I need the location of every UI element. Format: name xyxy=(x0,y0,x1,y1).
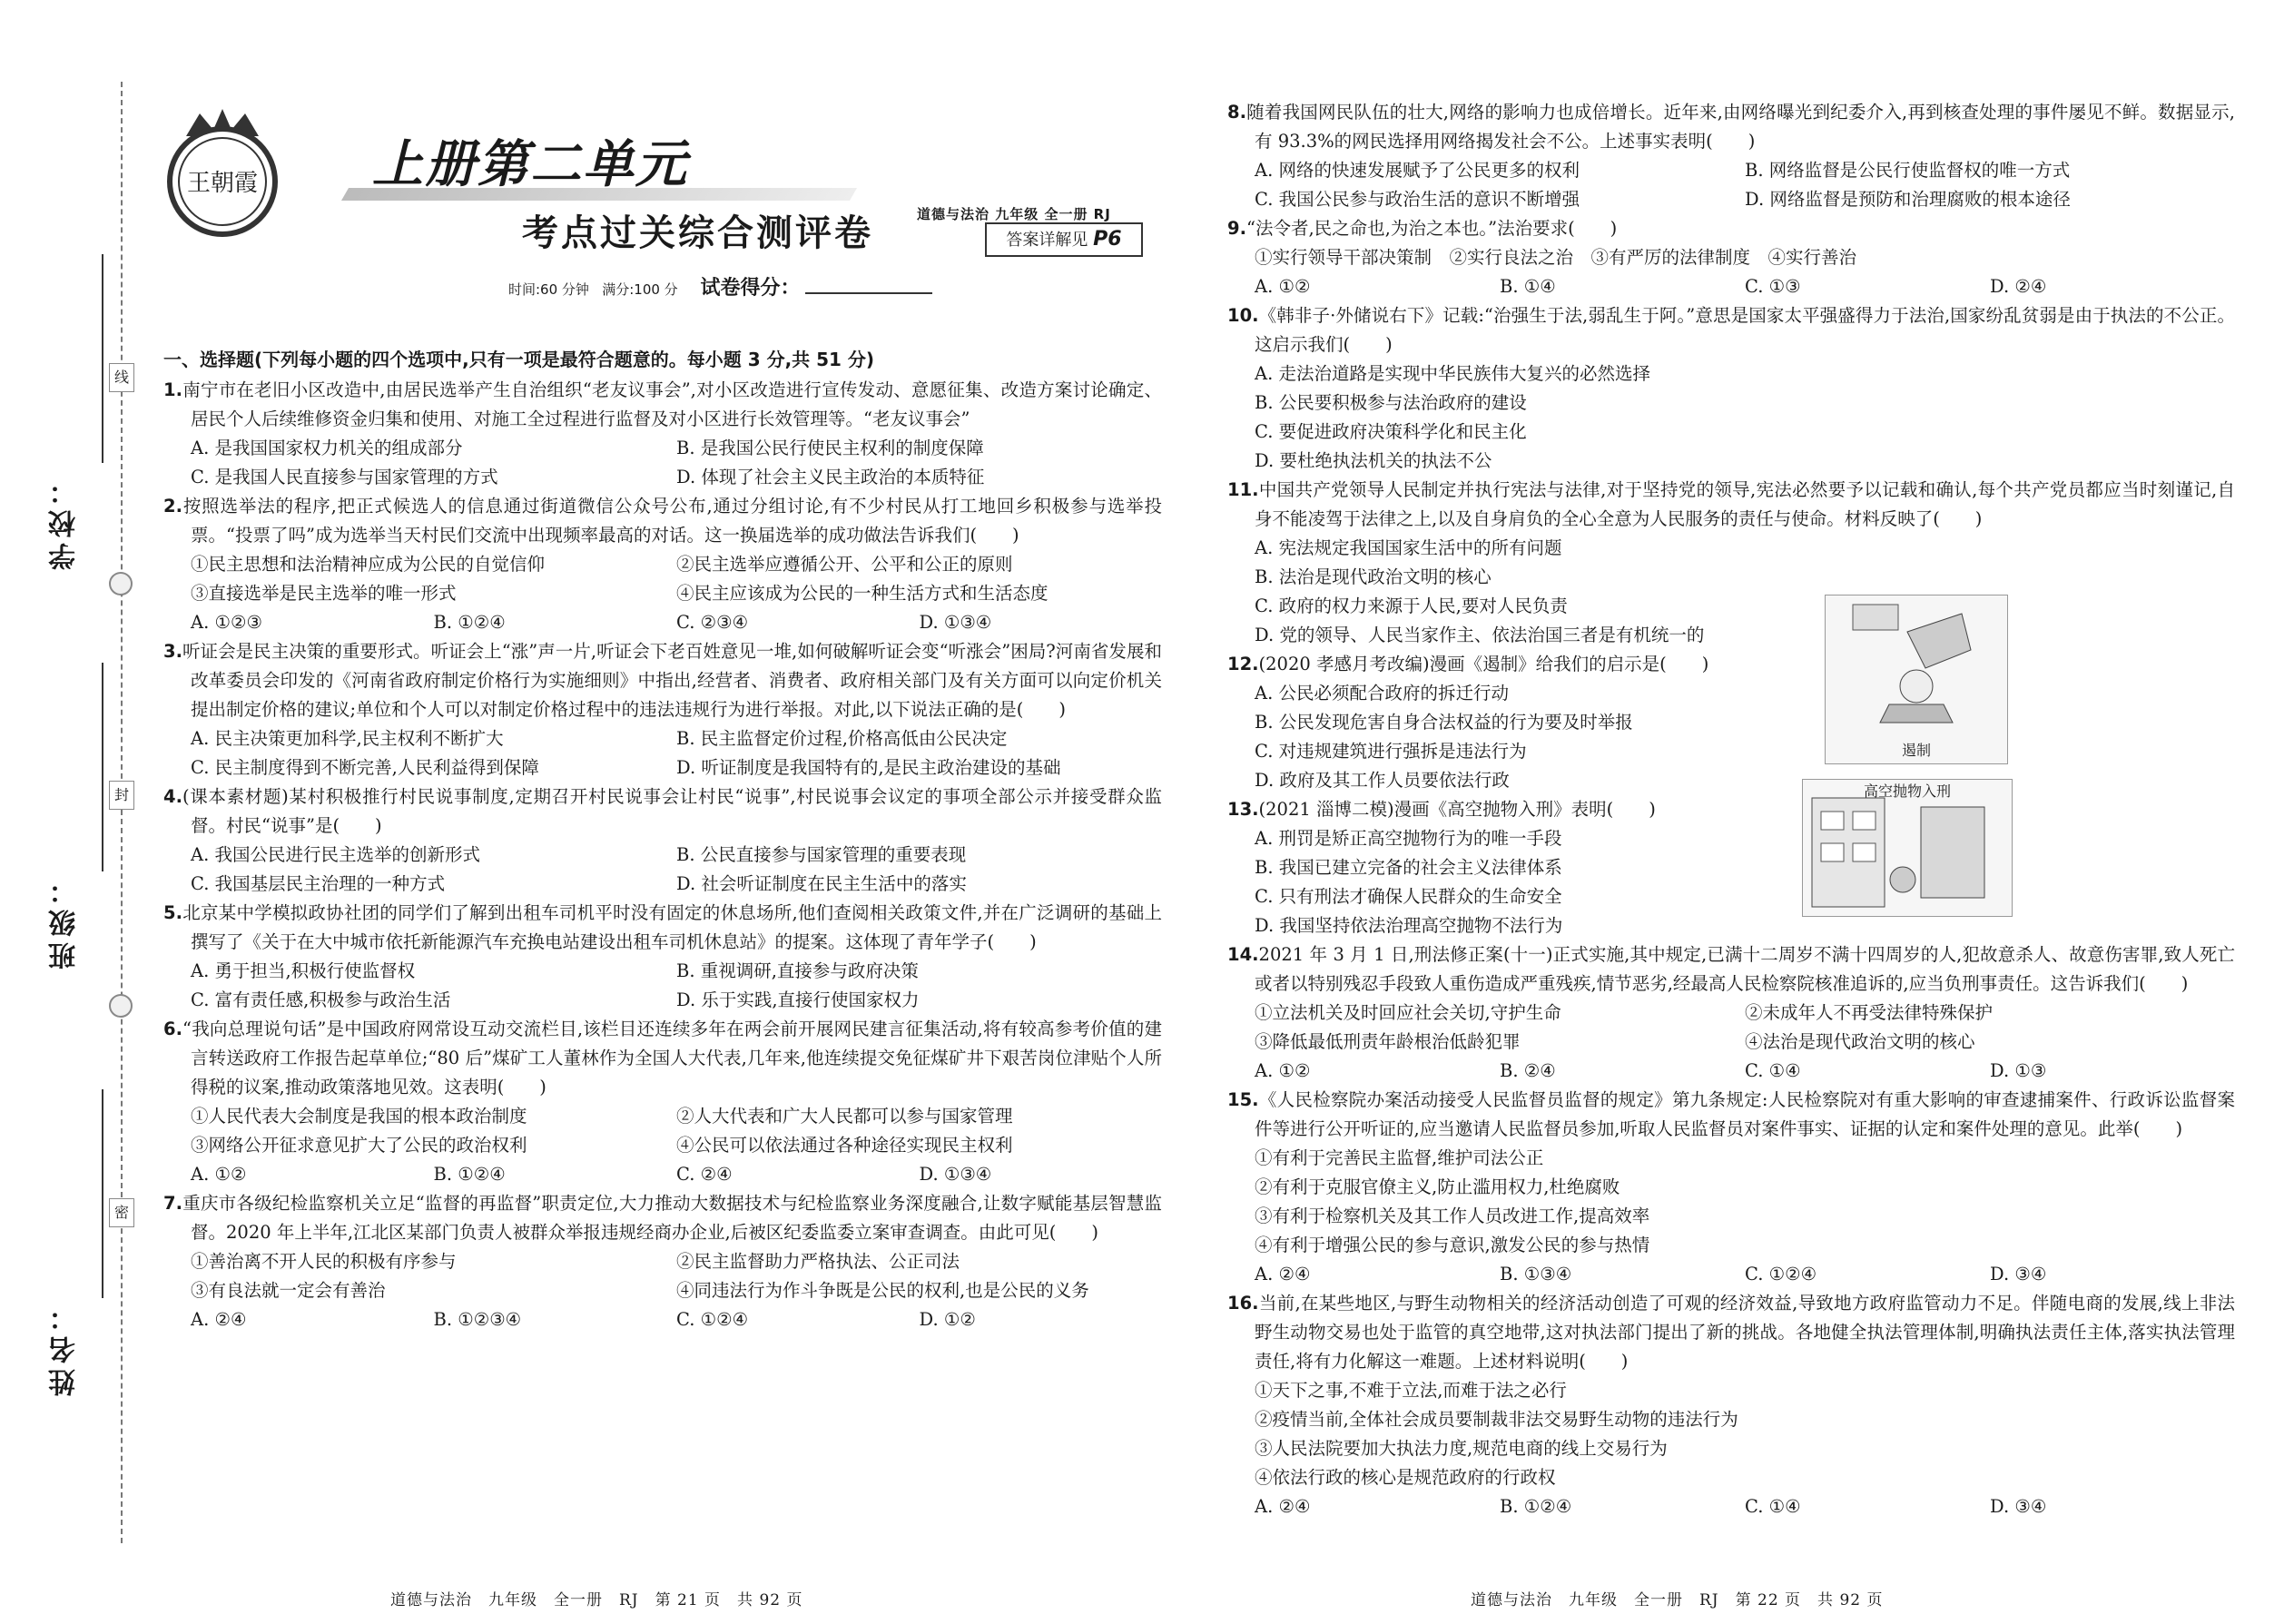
option: A. 公民必须配合政府的拆迁行动 xyxy=(1255,683,1509,704)
question-stem: “我向总理说句话”是中国政府网常设互动交流栏目,该栏目还连续多年在两会前开展网民建言征集活动,将有较高参考价值的建言转送政府工作报告起草单位;“80 后”煤矿工人董林作为全国人大代表,几年来,他连续提交免征煤矿井下艰苦岗位津贴个人所得税的议案,推动政策落地见效。这表明( ) xyxy=(182,1019,1162,1097)
option: A. ①② xyxy=(1255,276,1311,297)
question-3 xyxy=(163,637,1162,782)
option: C. 我国基层民主治理的一种方式 xyxy=(191,873,446,894)
question-10 xyxy=(1227,301,2235,476)
page-footer-left: 道德与法治 九年级 全一册 RJ 第 21 页 共 92 页 xyxy=(390,1591,803,1609)
cartoon-figure-13 xyxy=(1802,779,2013,917)
option: D. ③④ xyxy=(1990,1264,2047,1284)
question-number: 12. xyxy=(1227,654,1259,674)
option: B. 我国已建立完备的社会主义法律体系 xyxy=(1255,857,1562,878)
binding-hole xyxy=(109,572,133,595)
option: A. ②④ xyxy=(1255,1496,1311,1517)
school-label: 学校： xyxy=(49,472,81,570)
question-number: 3. xyxy=(163,641,182,662)
statement-item: ④公民可以依法通过各种途径实现民主权利 xyxy=(676,1135,1013,1156)
statement-item: ①人民代表大会制度是我国的根本政治制度 xyxy=(191,1106,527,1127)
question-stem: 当前,在某些地区,与野生动物相关的经济活动创造了可观的经济效益,导致地方政府监管动力不足。伴随电商的发展,线上非法野生动物交易也处于监管的真空地带,这对执法部门提出了新的挑战。各地健全执法管理体制,明确执法责任主体,落实执法管理责任,将有力化解这一难题。上述材料说明( ) xyxy=(1255,1293,2235,1372)
exam-full-score: 满分:100 分 xyxy=(602,281,678,298)
option: B. ①②③④ xyxy=(433,1309,522,1330)
option: D. 党的领导、人民当家作主、依法治国三者是有机统一的 xyxy=(1255,625,1705,645)
publisher-logo xyxy=(163,104,281,241)
question-number: 11. xyxy=(1227,479,1259,500)
option: C. 要促进政府决策科学化和民主化 xyxy=(1255,421,1527,442)
question-number: 4. xyxy=(163,786,182,807)
question-stem: 听证会是民主决策的重要形式。听证会上“涨”声一片,听证会下老百姓意见一堆,如何破解听证会变“听涨会”困局?河南省发展和改革委员会印发的《河南省政府制定价格行为实施细则》中指出,经营者、消费者、政府相关部门及有关方面可以向定价机关提出制定价格的建议;单位和个人可以对制定价格过程中的违法违规行为进行举报。对此,以下说法正确的是( ) xyxy=(182,641,1162,720)
statement-item: ②民主监督助力严格执法、公正司法 xyxy=(676,1251,960,1272)
option: A. 走法治道路是实现中华民族伟大复兴的必然选择 xyxy=(1255,363,1650,384)
question-stem: “法令者,民之命也,为治之本也。”法治要求( ) xyxy=(1245,218,1618,239)
question-number: 6. xyxy=(163,1019,182,1039)
question-15 xyxy=(1227,1086,2235,1289)
option: B. ①②④ xyxy=(433,612,506,633)
question-number: 8. xyxy=(1227,102,1246,123)
question-stem: (2020 孝感月考改编)漫画《遏制》给我们的启示是( ) xyxy=(1258,654,1709,674)
statement-item: ②民主选举应遵循公开、公平和公正的原则 xyxy=(676,554,1013,575)
question-8 xyxy=(1227,98,2235,214)
option: D. ②④ xyxy=(1990,276,2047,297)
subject-tag: 道德与法治 九年级 全一册 RJ xyxy=(917,206,1111,222)
score-blank xyxy=(805,292,932,294)
option: B. ②④ xyxy=(1500,1060,1556,1081)
question-stem: 随着我国网民队伍的壮大,网络的影响力也成倍增长。近年来,由网络曝光到纪委介入,再到核查处理的事件屡见不鲜。数据显示,有 93.3%的网民选择用网络揭发社会不公。上述事实表明( ) xyxy=(1245,102,2235,152)
question-number: 13. xyxy=(1227,799,1259,820)
option: D. ①③④ xyxy=(919,612,992,633)
option: B. 法治是现代政治文明的核心 xyxy=(1255,566,1492,587)
option: B. 网络监督是公民行使监督权的唯一方式 xyxy=(1745,160,2071,181)
question-stem: 重庆市各级纪检监察机关立足“监督的再监督”职责定位,大力推动大数据技术与纪检监察业务深度融合,让数字赋能基层智慧监督。2020 年上半年,江北区某部门负责人被群众举报违规经商办企业,后被区纪委监委立案审查调查。由此可见( ) xyxy=(182,1193,1162,1243)
option: D. ①② xyxy=(919,1309,976,1330)
option: C. ①③ xyxy=(1745,276,1801,297)
option: A. ②④ xyxy=(1255,1264,1311,1284)
option: D. ①③ xyxy=(1990,1060,2047,1081)
question-stem: 2021 年 3 月 1 日,刑法修正案(十一)正式实施,其中规定,已满十二周岁不满十四周岁的人,犯故意杀人、故意伤害罪,致人死亡或者以特别残忍手段致人重伤造成严重残疾,情节恶劣,经最高人民检察院核准追诉的,应当负刑事责任。这告诉我们( ) xyxy=(1255,944,2235,994)
statement-item: ①善治离不开人民的积极有序参与 xyxy=(191,1251,457,1272)
option: B. ①②④ xyxy=(433,1164,506,1185)
page-header xyxy=(163,86,1171,345)
option: A. 民主决策更加科学,民主权利不断扩大 xyxy=(191,728,504,749)
cut-line xyxy=(121,82,123,1543)
question-12 xyxy=(1227,650,1881,795)
cartoon-drawing xyxy=(1826,595,2007,741)
statement-item: ④法治是现代政治文明的核心 xyxy=(1745,1031,1975,1052)
option: C. 民主制度得到不断完善,人民利益得到保障 xyxy=(191,757,539,778)
class-label: 班级： xyxy=(49,871,81,969)
answer-reference xyxy=(985,222,1143,257)
question-11 xyxy=(1227,476,2235,650)
cut-mark-feng: 封 xyxy=(109,781,134,810)
question-2 xyxy=(163,492,1162,637)
option: A. 宪法规定我国国家生活中的所有问题 xyxy=(1255,537,1562,558)
option: D. 社会听证制度在民主生活中的落实 xyxy=(676,873,967,894)
option: D. ③④ xyxy=(1990,1496,2047,1517)
option: C. ②④ xyxy=(676,1164,733,1185)
binding-margin xyxy=(0,0,136,1624)
option: D. 要杜绝执法机关的执法不公 xyxy=(1255,450,1492,471)
option: B. 重视调研,直接参与政府决策 xyxy=(676,960,919,981)
option: B. 民主监督定价过程,价格高低由公民决定 xyxy=(676,728,1008,749)
section-title: 一、选择题(下列每小题的四个选项中,只有一项是最符合题意的。每小题 3 分,共 51 分) xyxy=(163,349,875,370)
option: C. ①④ xyxy=(1745,1060,1801,1081)
option: C. ②③④ xyxy=(676,612,749,633)
svg-text:王朝霞: 王朝霞 xyxy=(186,170,259,197)
question-stem: (2021 淄博二模)漫画《高空抛物入刑》表明( ) xyxy=(1258,799,1656,820)
option: C. 我国公民参与政治生活的意识不断增强 xyxy=(1255,189,1580,210)
question-stem: 北京某中学模拟政协社团的同学们了解到出租车司机平时没有固定的休息场所,他们查阅相关政策文件,并在广泛调研的基础上撰写了《关于在大中城市依托新能源汽车充换电站建设出租车司机休息站》的提案。这体现了青年学子( ) xyxy=(182,902,1162,952)
score-label: 试卷得分： xyxy=(700,277,801,300)
option: A. ②④ xyxy=(191,1309,247,1330)
right-column xyxy=(1227,98,2235,1521)
statement-item: ③有利于检察机关及其工作人员改进工作,提高效率 xyxy=(1255,1206,1650,1226)
option: A. 网络的快速发展赋予了公民更多的权利 xyxy=(1255,160,1580,181)
figure-caption: 高空抛物入刑 xyxy=(1863,782,1951,800)
left-column xyxy=(163,345,1162,1334)
option: B. 是我国公民行使民主权利的制度保障 xyxy=(676,438,984,458)
option: A. 我国公民进行民主选举的创新形式 xyxy=(191,844,480,865)
option: C. 政府的权力来源于人民,要对人民负责 xyxy=(1255,595,1568,616)
statement-item: ①天下之事,不难于立法,而难于法之必行 xyxy=(1255,1380,1567,1401)
statement-item: ③人民法院要加大执法力度,规范电商的线上交易行为 xyxy=(1255,1438,1668,1459)
option: B. ①③④ xyxy=(1500,1264,1572,1284)
option: A. ①② xyxy=(1255,1060,1311,1081)
page-subtitle: 考点过关综合测评卷 xyxy=(522,212,873,254)
statement-item: ②疫情当前,全体社会成员要制裁非法交易野生动物的违法行为 xyxy=(1255,1409,1738,1430)
option: C. 富有责任感,积极参与政治生活 xyxy=(191,989,451,1010)
option: D. 政府及其工作人员要依法行政 xyxy=(1255,770,1510,791)
question-number: 5. xyxy=(163,902,182,923)
question-5 xyxy=(163,899,1162,1015)
page-title: 上册第二单元 xyxy=(372,135,688,194)
name-blank xyxy=(102,1089,103,1298)
option: C. ①②④ xyxy=(676,1309,749,1330)
question-stem: 《人民检察院办案活动接受人民监督员监督的规定》第九条规定:人民检察院对有重大影响的审查逮捕案件、行政诉讼监督案件等进行公开听证的,应当邀请人民监督员参加,听取人民监督员对案件事实、证据的认定和案件处理的意见。此举( ) xyxy=(1255,1089,2235,1139)
statement-item: ④同违法行为作斗争既是公民的权利,也是公民的义务 xyxy=(676,1280,1089,1301)
option: A. 是我国国家权力机关的组成部分 xyxy=(191,438,463,458)
question-1 xyxy=(163,376,1162,492)
answer-ref-page: P6 xyxy=(1093,228,1122,251)
binding-hole xyxy=(109,994,133,1018)
question-number: 9. xyxy=(1227,218,1246,239)
option: A. ①②③ xyxy=(191,612,262,633)
option: C. 对违规建筑进行强拆是违法行为 xyxy=(1255,741,1527,762)
question-stem: 按照选举法的程序,把正式候选人的信息通过街道微信公众号公布,通过分组讨论,有不少村民从打工地回乡积极参与选举投票。“投票了吗”成为选举当天村民们交流中出现频率最高的对话。这一换届选举的成功做法告诉我们( ) xyxy=(182,496,1162,546)
option: A. 刑罚是矫正高空抛物行为的唯一手段 xyxy=(1255,828,1562,849)
question-13 xyxy=(1227,795,1881,940)
statement-item: ④有利于增强公民的参与意识,激发公民的参与热情 xyxy=(1255,1235,1650,1255)
option: C. ①④ xyxy=(1745,1496,1801,1517)
question-stem: (课本素材题)某村积极推行村民说事制度,定期召开村民说事会让村民“说事”,村民说事会议定的事项全部公示并接受群众监督。村民“说事”是( ) xyxy=(182,786,1162,836)
statement-item: ④依法行政的核心是规范政府的行政权 xyxy=(1255,1467,1556,1488)
statement-item: ②人大代表和广大人民都可以参与国家管理 xyxy=(676,1106,1013,1127)
question-4 xyxy=(163,782,1162,899)
question-stem: 《韩非子·外储说右下》记载:“治强生于法,弱乱生于阿。”意思是国家太平强盛得力于法治,国家纷乱贫弱是由于执法的不公正。这启示我们( ) xyxy=(1255,305,2235,355)
option: D. ①③④ xyxy=(919,1164,992,1185)
option: C. 是我国人民直接参与国家管理的方式 xyxy=(191,467,498,487)
cut-mark-xian: 线 xyxy=(109,363,134,392)
question-number: 14. xyxy=(1227,944,1259,965)
statement-item: ①民主思想和法治精神应成为公民的自觉信仰 xyxy=(191,554,546,575)
statement-item: ③网络公开征求意见扩大了公民的政治权利 xyxy=(191,1135,527,1156)
question-number: 10. xyxy=(1227,305,1259,326)
statement-item: ②未成年人不再受法律特殊保护 xyxy=(1745,1002,1994,1023)
question-7 xyxy=(163,1189,1162,1334)
cut-mark-mi: 密 xyxy=(109,1198,134,1227)
option: B. ①④ xyxy=(1500,276,1556,297)
question-16 xyxy=(1227,1289,2235,1521)
statement-item: ③有良法就一定会有善治 xyxy=(191,1280,386,1301)
statement-item: ①有利于完善民主监督,维护司法公正 xyxy=(1255,1147,1544,1168)
class-blank xyxy=(102,663,103,871)
question-number: 16. xyxy=(1227,1293,1259,1314)
option: B. 公民直接参与国家管理的重要表现 xyxy=(676,844,967,865)
school-blank xyxy=(102,254,103,463)
option: C. 只有刑法才确保人民群众的生命安全 xyxy=(1255,886,1562,907)
question-number: 7. xyxy=(163,1193,182,1214)
option: D. 体现了社会主义民主政治的本质特征 xyxy=(676,467,985,487)
question-14 xyxy=(1227,940,2235,1086)
statement-item: ③降低最低刑责年龄根治低龄犯罪 xyxy=(1255,1031,1521,1052)
option: A. ①② xyxy=(191,1164,247,1185)
statement-item: ②有利于克服官僚主义,防止滥用权力,杜绝腐败 xyxy=(1255,1176,1620,1197)
option: A. 勇于担当,积极行使监督权 xyxy=(191,960,416,981)
question-stem: 中国共产党领导人民制定并执行宪法与法律,对于坚持党的领导,宪法必然要予以记载和确认,每个共产党员都应当时刻谨记,自身不能凌驾于法律之上,以及自身肩负的全心全意为人民服务的责任与使命。材料反映了( ) xyxy=(1255,479,2235,529)
question-6 xyxy=(163,1015,1162,1189)
exam-time: 时间:60 分钟 xyxy=(508,281,589,298)
option: D. 网络监督是预防和治理腐败的根本途径 xyxy=(1745,189,2071,210)
question-9 xyxy=(1227,214,2235,301)
option: D. 我国坚持依法治理高空抛物不法行为 xyxy=(1255,915,1563,936)
option: D. 乐于实践,直接行使国家权力 xyxy=(676,989,920,1010)
option: D. 听证制度是我国特有的,是民主政治建设的基础 xyxy=(676,757,1061,778)
option: C. ①②④ xyxy=(1745,1264,1817,1284)
question-number: 1. xyxy=(163,379,182,400)
cartoon-figure-12 xyxy=(1825,595,2008,764)
statement-item: ③直接选举是民主选举的唯一形式 xyxy=(191,583,457,604)
question-number: 2. xyxy=(163,496,182,517)
exam-meta xyxy=(508,272,932,300)
option: B. ①②④ xyxy=(1500,1496,1572,1517)
question-number: 15. xyxy=(1227,1089,1259,1110)
option: B. 公民要积极参与法治政府的建设 xyxy=(1255,392,1527,413)
statement-item: ①立法机关及时回应社会关切,守护生命 xyxy=(1255,1002,1561,1023)
option: B. 公民发现危害自身合法权益的行为要及时举报 xyxy=(1255,712,1633,733)
answer-ref-label: 答案详解见 xyxy=(1006,231,1088,250)
figure-caption: 遏制 xyxy=(1901,742,1931,759)
question-stem: 南宁市在老旧小区改造中,由居民选举产生自治组织“老友议事会”,对小区改造进行宣传发动、意愿征集、改造方案讨论确定、居民个人后续维修资金归集和使用、对施工全过程进行监督及对小区进行长效管理等。“老友议事会” xyxy=(182,379,1162,429)
statement-item: ④民主应该成为公民的一种生活方式和生活态度 xyxy=(676,583,1049,604)
page-footer-right: 道德与法治 九年级 全一册 RJ 第 22 页 共 92 页 xyxy=(1471,1591,1884,1609)
statement-row: ①实行领导干部决策制 ②实行良法之治 ③有严厉的法律制度 ④实行善治 xyxy=(1255,247,1857,268)
name-label: 姓名： xyxy=(49,1298,81,1396)
